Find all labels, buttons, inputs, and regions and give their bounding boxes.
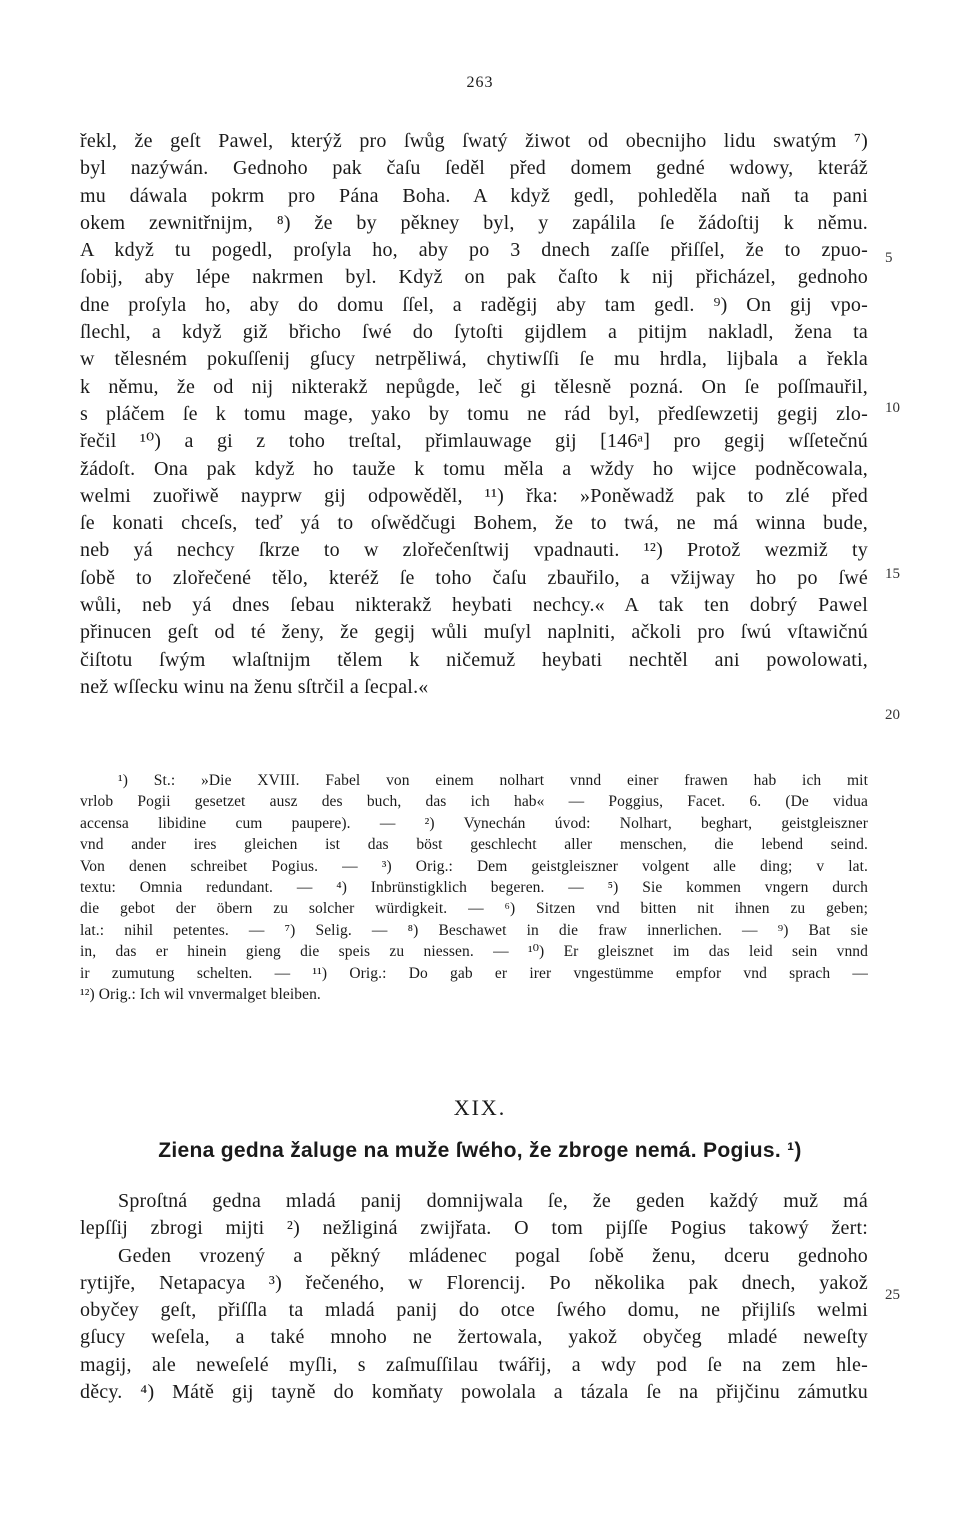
text-line: magij, ale neweſelé myſli, s zaſmuſſilau twářij, a wdy pod ſe na zem hle- (80, 1353, 868, 1376)
chapter-line-number: 25 (885, 1287, 900, 1303)
text-line: Sproſtná gedna mladá panij domnijwala ſe, že geden každý muž má (118, 1190, 868, 1212)
text-line: děcy. ⁴) Mátě gij tayně do komňaty powolala a tázala ſe na přijčinu zámutku (80, 1381, 868, 1404)
text-line: byl nazýwán. Gednoho pak čaſu ſeděl před domem gedné wdowy, kteráž (80, 157, 868, 180)
text-line: než wſſecku winu na ženu sſtrčil a ſecpal.« (80, 675, 429, 698)
text-line: A když tu pogedl, proſyla ho, aby po 3 dnech zaſſe přiſſel, že to zpuo- (80, 239, 868, 262)
main-line-number: 20 (885, 707, 900, 723)
text-line: řečil ¹⁰) a gi z toho treſtal, přimlauwage gij [146ᵃ] pro gegij wſſetečnú (80, 430, 868, 453)
text-line: rytijře, Netapacya ³) řečeného, w Florencij. Po několika pak dnech, yakož (80, 1271, 868, 1294)
chapter-number: XIX. (453, 1095, 507, 1120)
footnote-line: in, das er hinein gieng die speis zu niessen. — ¹⁰) Er gleisznet im das leid sein vnnd (80, 943, 868, 961)
footnote-line: ¹) St.: »Die XVIII. Fabel von einem nolhart vnnd einer frawen hab ich mit (118, 772, 868, 789)
footnote-line: ¹²) Orig.: Ich wil vnvermalget bleiben. (80, 985, 321, 1003)
text-line: ſobij, aby lépe nakrmen byl. Když on pak čaſto k nij přicházel, gednoho (80, 266, 868, 289)
text-line: k němu, že od nij nikterakž nepůgde, leč gi tělesně pozná. On ſe poſſmauřil, (80, 375, 868, 398)
text-line: žádoſt. Ona pak když ho tauže k tomu měla a wždy ho wijce podněcowala, (80, 457, 868, 480)
footnote-line: vrlob Pogii gesetzet ausz des buch, das ich hab« — Poggius, Facet. 6. (De vidua (80, 793, 868, 811)
footnote-line: die gebot der öbern zu solcher würdigkeit. — ⁶) Sitzen vnd bitten nit ihnen zu geben; (80, 900, 868, 918)
chapter-text (80, 1188, 868, 1406)
text-line: řekl, že geſt Pawel, kterýž pro ſwůg ſwatý žiwot od obecnijho lidu swatým ⁷) (80, 130, 868, 152)
footnote-line: ir zumutung schelten. — ¹¹) Orig.: Do gab er irer vngestümme empfor vnd sprach — (80, 964, 868, 982)
text-line: gſucy weſela, a také mnoho ne žertowala, yakož obyčeg mladé neweſty (80, 1326, 868, 1349)
text-line: ſobě to zlořečené tělo, kteréž ſe toho čaſu zbauřilo, a vžijway ho po ſwé (80, 566, 868, 589)
text-line: Geden vrozený a pěkný mládenec pogal ſobě ženu, dceru gednoho (118, 1244, 868, 1267)
text-line: neb yá nechcy ſkrze to w zlořečenſtwij vpadnauti. ¹²) Protož wezmiž ty (80, 539, 868, 562)
page-number: 263 (466, 74, 494, 91)
text-line: ſlechl, a když giž břicho ſwé do ſytoſti gijdlem a pitijm nakladl, žena ta (80, 321, 868, 344)
footnote-line: accensa libidine cum paupere). — ²) Vynechán úvod: Nolhart, beghart, geistgleiszner (80, 814, 868, 832)
text-line: w tělesném pokuſſenij gſucy netrpěliwá, chytiwſſi ſe mu hrdla, lijbala a řekla (80, 348, 868, 371)
text-line: lepſſij zbrogi mijti ²) nežliginá zwijřata. O tom pijſſe Pogius takowý žert: (80, 1217, 868, 1240)
text-line: welmi zuořiwě nayprw gij odpowěděl, ¹¹) řka: »Poněwadž pak to zlé před (80, 484, 868, 507)
chapter-title: Ziena gedna žaluge na muže ſwého, že zbroge nemá. Pogius. ¹) (158, 1139, 802, 1162)
text-line: mu dáwala pokrm pro Pána Boha. A když gedl, pohleděla naň ta pani (80, 184, 868, 207)
footnote-line: Von denen schreibet Pogius. — ³) Orig.: Dem geistgleiszner volgent alle ding; v lat. (80, 857, 868, 875)
footnote-line: vnd ander ires gleichen ist das böst geschlecht aller menschen, die lebend seind. (80, 836, 868, 854)
text-line: obyčey geſt, přiſſla ta mladá panij do otce ſwého domu, ne přijliſs welmi (80, 1299, 868, 1322)
text-line: dne proſyla ho, aby do domu ſſel, a raděgij aby tam gedl. ⁹) On gij vpo- (80, 293, 868, 316)
main-line-number: 15 (885, 566, 900, 582)
footnote-line: textu: Omnia redundant. — ⁴) Inbrünstigklich begeren. — ⁵) Sie kommen vngern durch (80, 878, 868, 896)
main-text (80, 128, 868, 701)
footnote-line: lat.: nihil petentes. — ⁷) Selig. — ⁸) Beschawet in die fraw innerlichen. — ⁹) Bat sie (80, 921, 868, 939)
text-line: čiſtotu ſwým wlaſtnijm tělem k ničemuž heybati nechtěl ani powolowati, (80, 648, 868, 671)
text-line: okem zewnitřnijm, ⁸) že by pěkney byl, y zapálila ſe žádoſtij k němu. (80, 211, 868, 234)
footnotes (80, 770, 868, 1005)
main-line-number: 10 (885, 400, 900, 416)
text-line: wůli, neb yá dnes ſebau nikterakž heybati nechcy.« A tak ten dobrý Pawel (80, 594, 868, 617)
main-line-number: 5 (885, 250, 893, 266)
text-line: ſe konati chceſs, teď yá to oſwědčugi Bohem, že to twá, ne má winna bude, (80, 512, 868, 535)
text-line: s pláčem ſe k tomu mage, yako by tomu ne rád byl, předſewzetij gegij zlo- (80, 402, 868, 425)
text-line: přinucen geſt od té ženy, že gegij wůli muſyl naplniti, ačkoli pro ſwú vſtawičnú (80, 621, 868, 644)
